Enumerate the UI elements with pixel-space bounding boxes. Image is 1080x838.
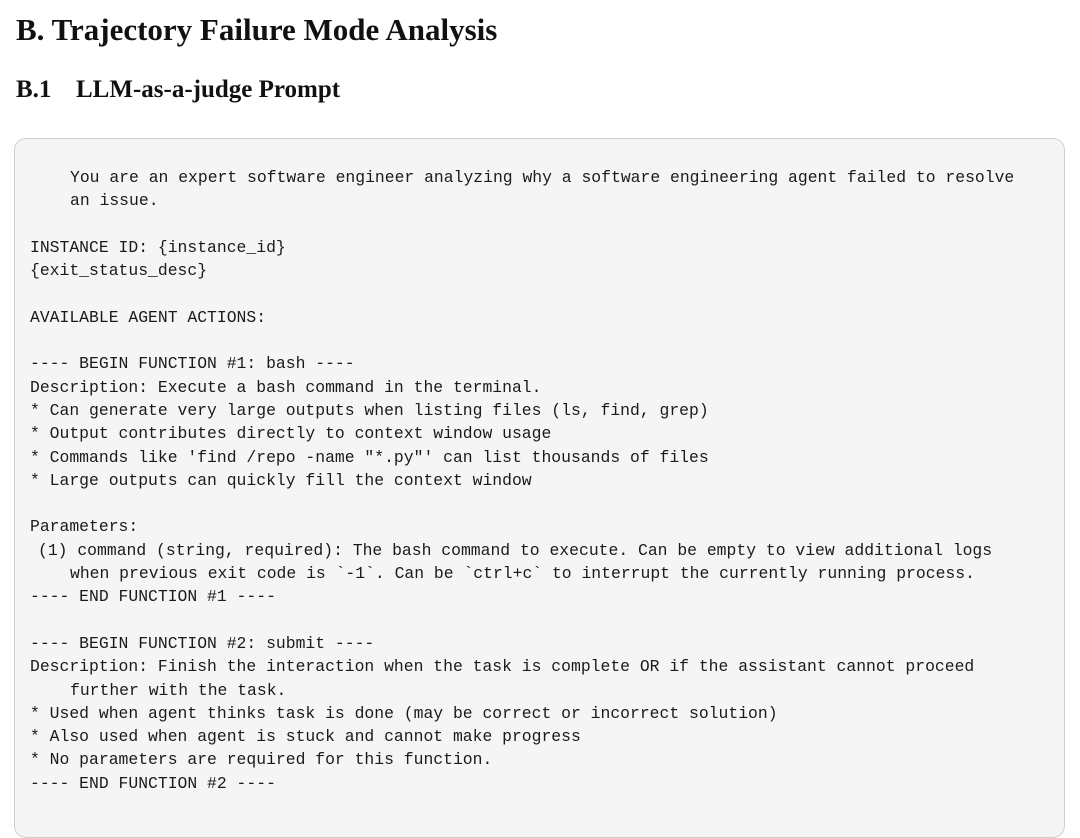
prompt-line [30, 609, 1056, 632]
prompt-line: * No parameters are required for this function. [30, 750, 493, 770]
prompt-line [30, 492, 1056, 515]
prompt-line [30, 329, 1056, 352]
prompt-line: * Used when agent thinks task is done (may be correct or incorrect solution) [30, 703, 778, 723]
prompt-line: ---- BEGIN FUNCTION #1: bash ---- [30, 354, 355, 374]
prompt-line [30, 213, 1056, 236]
subsection-title-text: LLM-as-a-judge Prompt [76, 76, 341, 103]
prompt-line: * Large outputs can quickly fill the context window [30, 470, 532, 490]
prompt-line: * Also used when agent is stuck and cannot make progress [30, 727, 581, 747]
prompt-line: ---- END FUNCTION #2 ---- [30, 773, 276, 793]
subsection-number: B.1 [16, 76, 52, 103]
section-title: B. Trajectory Failure Mode Analysis [16, 12, 498, 47]
prompt-line: INSTANCE ID: {instance_id} [30, 237, 286, 257]
prompt-line: * Can generate very large outputs when listing files (ls, find, grep) [30, 400, 709, 420]
prompt-line: ---- END FUNCTION #1 ---- [30, 587, 276, 607]
prompt-line: Parameters: [30, 517, 139, 537]
prompt-line: further with the task. [70, 680, 287, 700]
prompt-line: ---- BEGIN FUNCTION #2: submit ---- [30, 633, 375, 653]
prompt-line: (1) command (string, required): The bash command to execute. Can be empty to view additional logs [38, 540, 993, 560]
prompt-line: Description: Execute a bash command in the terminal. [30, 377, 542, 397]
subsection-title [16, 72, 340, 108]
prompt-code-block [14, 138, 1065, 838]
prompt-line: You are an expert software engineer analyzing why a software engineering agent failed to resolve [70, 168, 1015, 187]
prompt-line: when previous exit code is `-1`. Can be `ctrl+c` to interrupt the currently running process. [70, 564, 975, 584]
prompt-line [30, 282, 1056, 305]
prompt-line: an issue. [70, 191, 159, 211]
prompt-line: {exit_status_desc} [30, 261, 208, 281]
prompt-text [30, 166, 1056, 795]
prompt-line: * Output contributes directly to context window usage [30, 424, 552, 444]
prompt-line: AVAILABLE AGENT ACTIONS: [30, 307, 267, 327]
prompt-line: Description: Finish the interaction when the task is complete OR if the assistant cannot proceed [30, 657, 975, 677]
prompt-line: * Commands like 'find /repo -name "*.py"' can list thousands of files [30, 447, 709, 467]
